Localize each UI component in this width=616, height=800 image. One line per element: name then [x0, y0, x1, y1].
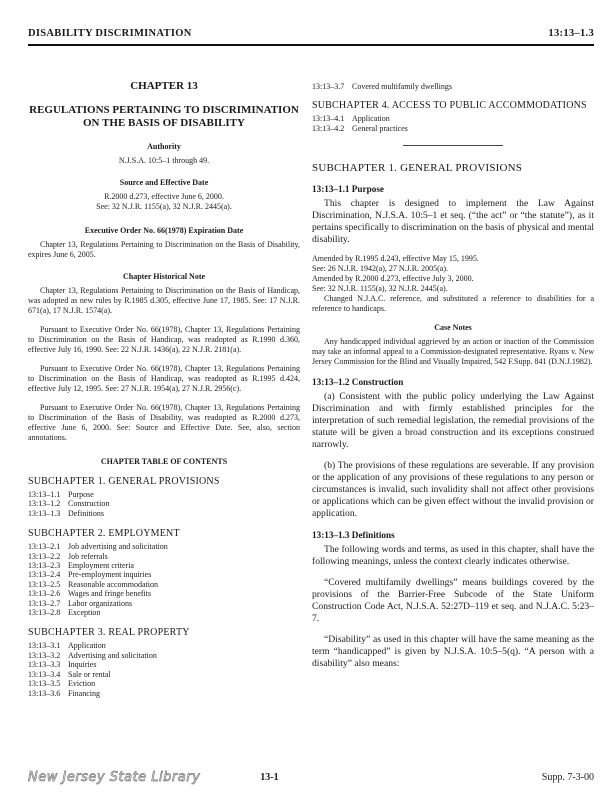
section-text: (a) Consistent with the public policy underlying the Law Against Discrimination and with firmly established principles for the interpretation of such remedial legislation, the remedial provisions of the statute will be given a broad construction and its exceptions construed narrowly.: [312, 391, 594, 451]
library-watermark: New Jersey State Library: [28, 769, 201, 785]
left-column: [28, 78, 300, 698]
section-text: (b) The provisions of these regulations are severable. If any provision or the application of any provisions of these regulations to any person or circumstances is invalid, such invalidity shall not affect other provisions or applications which can be given effect without the invalid provision or application.: [312, 460, 594, 520]
toc-list: [28, 490, 300, 518]
toc-item[interactable]: 13:13–3.7 Covered multifamily dwellings: [312, 82, 452, 91]
source-line-2: See: 32 N.J.R. 1155(a), 32 N.J.R. 2445(a).: [96, 202, 232, 211]
toc-item[interactable]: 13:13–1.1 Purpose: [28, 490, 94, 499]
right-column: [312, 78, 594, 670]
history-paragraph: Pursuant to Executive Order No. 66(1978), Chapter 13, Regulations Pertaining to Discrimination of the Basis of Disability, was readopted as R.2000 d.273, effective June 6, 2000. See: Source and Effective Date. See, also, section annotations.: [28, 403, 300, 442]
toc-subchapter-heading: SUBCHAPTER 2. EMPLOYMENT: [28, 528, 180, 540]
header-section: 13:13–1.3: [548, 28, 594, 39]
section-text: This chapter is designed to implement the Law Against Discrimination, N.J.S.A. 10:5–1 et seq. (“the act” or “the statute”), as it pertains specifically to discrimination on the basis of physical and mental disability.: [312, 198, 594, 246]
toc-item[interactable]: 13:13–3.3 Inquiries: [28, 660, 97, 670]
subchapter-heading: SUBCHAPTER 1. GENERAL PROVISIONS: [312, 162, 523, 175]
amendment-note: Amended by R.1995 d.243, effective May 15, 1995. See: 26 N.J.R. 1942(a), 27 N.J.R. 2005(a). Amended by R.2000 d.273, effective July 3, 2000. See: 32 N.J.R. 1155(a), 32 N.J.R. 2445(a). Changed N.J.A.C. reference, and substituted a reference to disabilities for a reference to handicaps.: [312, 254, 594, 314]
toc-item[interactable]: 13:13–1.3 Definitions: [28, 508, 104, 518]
toc-item[interactable]: 13:13–2.7 Labor organizations: [28, 598, 133, 608]
history-paragraph: Chapter 13, Regulations Pertaining to Discrimination on the Basis of Handicap, was adopted as new rules by R.1985 d.305, effective June 17, 1985. See: 17 N.J.R. 671(a), 17 N.J.R. 1574(a).: [28, 286, 300, 315]
case-notes-text: Any handicapped individual aggrieved by an action or inaction of the Commission may take an informal appeal to a Commission-designated representative. Ryans v. New Jersey Commission for the Blind and Visually Impaired, 542 F.Supp. 841 (D.N.J.1982).: [312, 337, 594, 367]
history-paragraph: Pursuant to Executive Order No. 66(1978), Chapter 13, Regulations Pertaining to Discrimination on the Basis of Handicap, was readopted as R.1995 d.424, effective July 12, 1995. See: 27 N.J.R. 1954(a), 27 N.J.R. 2956(c).: [28, 364, 300, 393]
toc-item[interactable]: 13:13–2.6 Wages and fringe benefits: [28, 589, 152, 599]
section-text: “Covered multifamily dwellings” means buildings covered by the provisions of the Barrier-Free Subcode of the State Uniform Construction Code Act, N.J.S.A. 52:27D–119 et seq. and N.J.A.C. 5:23–7.: [312, 577, 594, 625]
authority-text: N.J.S.A. 10:5–1 through 49.: [118, 156, 210, 165]
running-header: [28, 28, 594, 46]
toc-item[interactable]: 13:13–3.6 Financing: [28, 688, 100, 698]
toc-item[interactable]: 13:13–3.1 Application: [28, 641, 106, 651]
toc-item[interactable]: 13:13–2.2 Job referrals: [28, 551, 108, 561]
source-heading: Source and Effective Date: [119, 178, 209, 187]
page-number: 13-1: [260, 771, 279, 783]
toc-item[interactable]: 13:13–3.4 Sale or rental: [28, 669, 111, 679]
toc-item[interactable]: 13:13–4.2 General practices: [312, 123, 408, 133]
chapter-number: CHAPTER 13: [130, 80, 198, 92]
supplement-date: Supp. 7-3-00: [541, 771, 594, 783]
authority-heading: Authority: [147, 142, 181, 151]
history-heading: Chapter Historical Note: [122, 272, 206, 281]
toc-item[interactable]: 13:13–2.5 Reasonable accommodation: [28, 579, 158, 589]
toc-list: [312, 114, 594, 133]
toc-subchapter-heading: SUBCHAPTER 1. GENERAL PROVISIONS: [28, 476, 220, 487]
section-heading: 13:13–1.2 Construction: [312, 377, 404, 388]
toc-subchapter-heading: SUBCHAPTER 3. REAL PROPERTY: [28, 627, 190, 639]
toc-item[interactable]: 13:13–3.5 Eviction: [28, 679, 96, 689]
eo-text: Chapter 13, Regulations Pertaining to Discrimination on the Basis of Disability, expires June 6, 2005.: [28, 240, 300, 259]
toc-item[interactable]: 13:13–3.2 Advertising and solicitation: [28, 650, 157, 660]
toc-subchapter-heading: SUBCHAPTER 4. ACCESS TO PUBLIC ACCOMMODATIONS: [312, 100, 587, 112]
history-paragraph: Pursuant to Executive Order No. 66(1978), Chapter 13, Regulations Pertaining to Discrimination on the Basis of Handicap, was readopted as R.1990 d.360, effective July 16, 1990. See: 22 N.J.R. 1436(a), 22 N.J.R. 2181(a).: [28, 325, 300, 354]
toc-list: [312, 82, 594, 91]
toc-item[interactable]: 13:13–2.8 Exception: [28, 608, 101, 618]
toc-list: [28, 641, 300, 697]
source-line-1: R.2000 d.273, effective June 6, 2000.: [104, 192, 224, 201]
toc-item[interactable]: 13:13–2.3 Employment criteria: [28, 561, 134, 571]
header-title: DISABILITY DISCRIMINATION: [28, 28, 192, 39]
toc-title: CHAPTER TABLE OF CONTENTS: [100, 457, 228, 466]
section-heading: 13:13–1.1 Purpose: [312, 184, 384, 195]
section-text: The following words and terms, as used in this chapter, shall have the following meanings, unless the context clearly indicates otherwise.: [312, 544, 594, 568]
section-text: “Disability” as used in this chapter will have the same meaning as the term “handicapped” is given by N.J.S.A. 10:5–5(q). “A person with a disability” also means:: [312, 634, 594, 670]
eo-heading: Executive Order No. 66(1978) Expiration Date: [84, 226, 244, 235]
page-footer: [28, 768, 594, 786]
toc-item[interactable]: 13:13–2.1 Job advertising and solicitation: [28, 542, 168, 552]
section-heading: 13:13–1.3 Definitions: [312, 530, 395, 541]
chapter-title: REGULATIONS PERTAINING TO DISCRIMINATION ON THE BASIS OF DISABILITY: [29, 104, 299, 129]
case-notes-heading: Case Notes: [434, 323, 472, 333]
toc-item[interactable]: 13:13–4.1 Application: [312, 114, 390, 124]
section-divider: [403, 145, 503, 146]
toc-list: [28, 542, 300, 617]
toc-item[interactable]: 13:13–1.2 Construction: [28, 499, 110, 509]
toc-item[interactable]: 13:13–2.4 Pre-employment inquiries: [28, 570, 152, 580]
